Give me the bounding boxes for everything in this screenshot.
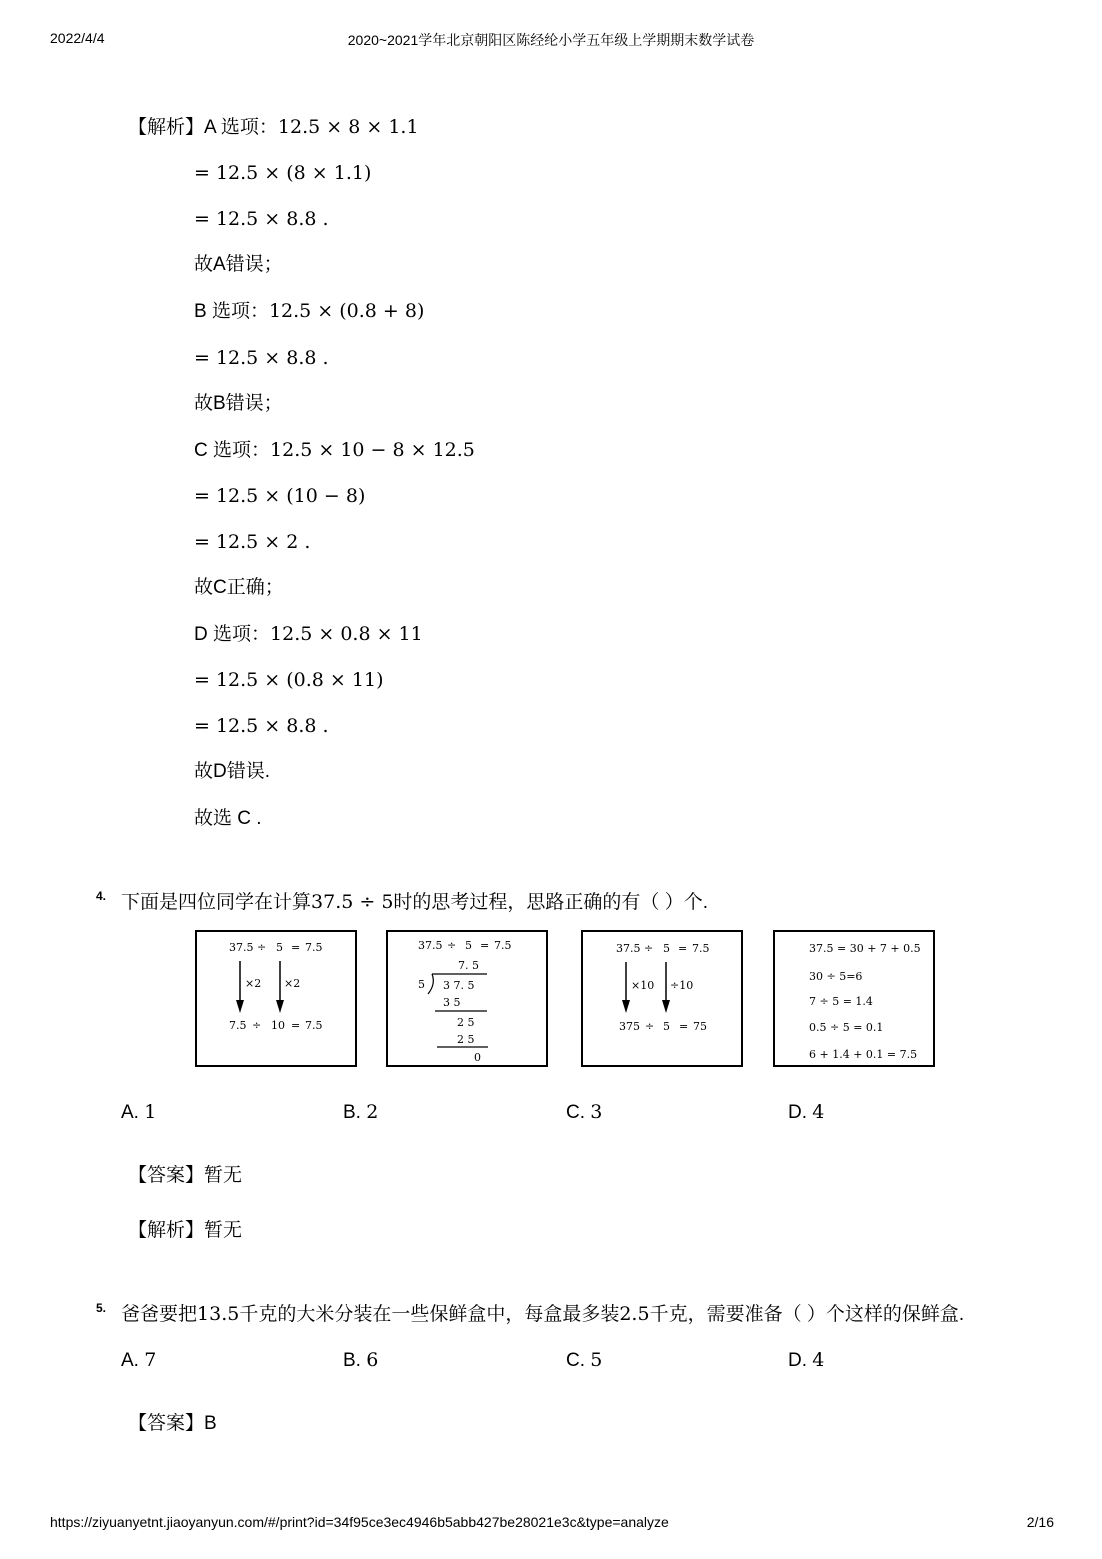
- fig2-top-4: 7.5: [494, 939, 512, 952]
- option-value: 5: [590, 1349, 603, 1371]
- option-c-label: C 选项：: [194, 440, 271, 461]
- option-d-label: D 选项：: [194, 624, 271, 645]
- fig3-bottom-4: 75: [693, 1020, 707, 1033]
- fig4-line-4: 6 + 1.4 + 0.1 = 7.5: [809, 1048, 918, 1061]
- fig2-sub1: 3 5: [443, 996, 461, 1009]
- option-value: 2: [366, 1101, 379, 1123]
- analysis-value: 暂无: [204, 1220, 243, 1241]
- option-b[interactable]: [343, 1100, 378, 1125]
- fig3-left-op: ×10: [631, 979, 655, 992]
- fig3-bottom-2: 5: [663, 1020, 670, 1033]
- option-label: D.: [788, 1350, 807, 1371]
- figure-1: [195, 930, 357, 1067]
- fig3-top-2: 5: [663, 942, 670, 955]
- option-value: 4: [812, 1101, 825, 1123]
- solution-conclusion: 故D错误.: [194, 761, 271, 782]
- option-d-expression: 12.5 × 0.8 × 11: [270, 623, 423, 645]
- fig1-left-op: ×2: [245, 977, 262, 990]
- solution-step: = 12.5 × 8.8 .: [194, 715, 329, 737]
- question-text-part: 千克的大米分装在一些保鲜盒中，每盒最多装: [239, 1304, 620, 1325]
- fig2-rem1: 2 5: [457, 1016, 475, 1029]
- option-label: B.: [343, 1350, 361, 1371]
- solution-step: = 12.5 × (0.8 × 11): [194, 669, 384, 691]
- answer-label: 【答案】: [128, 1413, 205, 1434]
- solution-step: = 12.5 × 8.8 .: [194, 347, 329, 369]
- solution-line-d: [194, 622, 423, 647]
- figure-3: [581, 930, 743, 1067]
- fig2-top-2: 5: [465, 939, 472, 952]
- fig3-top-3: =: [678, 942, 688, 955]
- option-label: B.: [343, 1102, 361, 1123]
- solution-line-c: [194, 438, 475, 463]
- fig1-top-0: 37.5: [229, 941, 254, 954]
- solution-line-a: [128, 115, 419, 140]
- option-c[interactable]: [566, 1348, 602, 1373]
- page-url: https://ziyuanyetnt.jiaoyanyun.com/#/print?id=34f95ce3ec4946b5abb427be28021e3c&type=analyze: [50, 1514, 669, 1530]
- option-c[interactable]: [566, 1100, 602, 1125]
- option-value: 4: [812, 1349, 825, 1371]
- solution-step: = 12.5 × (10 − 8): [194, 485, 366, 507]
- fig2-quotient: 7. 5: [458, 959, 479, 972]
- fig4-line-3: 0.5 ÷ 5 = 0.1: [809, 1021, 884, 1034]
- option-c-expression: 12.5 × 10 − 8 × 12.5: [270, 439, 475, 461]
- option-value: 3: [590, 1101, 603, 1123]
- analysis-line: [128, 1219, 242, 1243]
- fig2-dividend: 3 7. 5: [443, 979, 475, 992]
- question-text: [121, 1302, 964, 1327]
- option-b[interactable]: [343, 1348, 378, 1373]
- fig2-top-1: ÷: [447, 939, 457, 952]
- analysis-label: 【解析】: [128, 117, 205, 138]
- fig1-top-2: 5: [276, 941, 283, 954]
- fig4-line-1: 30 ÷ 5=6: [809, 970, 863, 983]
- fig1-bottom-1: ÷: [252, 1019, 262, 1032]
- question-text-part: 下面是四位同学在计算: [121, 892, 312, 913]
- fig4-line-2: 7 ÷ 5 = 1.4: [809, 995, 873, 1008]
- fig2-sub2: 2 5: [457, 1033, 475, 1046]
- fig4-line-0: 37.5 = 30 + 7 + 0.5: [809, 942, 921, 955]
- option-value: 7: [144, 1349, 157, 1371]
- option-d[interactable]: [788, 1348, 824, 1373]
- figure-2: [386, 930, 548, 1067]
- document-title: 2020~2021学年北京朝阳区陈经纶小学五年级上学期期末数学试卷: [347, 32, 755, 48]
- solution-conclusion: 故B错误；: [194, 393, 283, 414]
- solution-conclusion: 故C正确；: [194, 577, 284, 598]
- solution-conclusion: 故A错误；: [194, 254, 283, 275]
- question-number: 5.: [96, 1301, 107, 1315]
- option-label: D.: [788, 1102, 807, 1123]
- answer-line: [128, 1164, 242, 1188]
- option-b-label: B 选项：: [194, 301, 269, 322]
- fig3-bottom-1: ÷: [645, 1020, 655, 1033]
- option-b-expression: 12.5 × (0.8 + 8): [268, 300, 425, 322]
- fig3-bottom-3: =: [679, 1020, 689, 1033]
- fig1-top-3: =: [291, 941, 301, 954]
- solution-step: = 12.5 × 8.8 .: [194, 208, 329, 230]
- answer-label: 【答案】: [128, 1165, 205, 1186]
- question-math: 13.5: [197, 1303, 240, 1325]
- fig3-top-0: 37.5: [616, 942, 641, 955]
- option-label: C.: [566, 1102, 585, 1123]
- fig1-top-4: 7.5: [305, 941, 323, 954]
- fig2-top-0: 37.5: [418, 939, 443, 952]
- solution-final: 故选 C .: [194, 808, 262, 829]
- option-d[interactable]: [788, 1100, 824, 1125]
- option-a[interactable]: [121, 1100, 156, 1125]
- fig3-top-1: ÷: [644, 942, 654, 955]
- question-text-part: 千克，需要准备（ ）个这样的保鲜盒.: [649, 1304, 965, 1325]
- fig1-bottom-3: =: [291, 1019, 301, 1032]
- page-number: 2/16: [1026, 1514, 1054, 1530]
- option-label: C.: [566, 1350, 585, 1371]
- option-value: 1: [144, 1101, 157, 1123]
- print-date: 2022/4/4: [50, 30, 105, 46]
- option-a-expression: 12.5 × 8 × 1.1: [277, 116, 419, 138]
- analysis-label: 【解析】: [128, 1220, 205, 1241]
- fig2-rem2: 0: [474, 1051, 481, 1064]
- option-label: A.: [121, 1102, 139, 1123]
- fig1-right-op: ×2: [284, 977, 301, 990]
- answer-value: B: [204, 1413, 217, 1434]
- fig1-top-1: ÷: [257, 941, 267, 954]
- question-text: [121, 890, 708, 915]
- answer-value: 暂无: [204, 1165, 243, 1186]
- solution-step: = 12.5 × (8 × 1.1): [194, 162, 372, 184]
- fig2-top-3: =: [480, 939, 490, 952]
- question-text-part: 时的思考过程，思路正确的有（ ）个.: [393, 892, 708, 913]
- fig1-bottom-0: 7.5: [229, 1019, 247, 1032]
- option-value: 6: [366, 1349, 379, 1371]
- question-math: 37.5 ÷ 5: [311, 891, 394, 913]
- option-a-label: A 选项：: [204, 117, 278, 138]
- question-math: 2.5: [619, 1303, 650, 1325]
- fig1-bottom-4: 7.5: [305, 1019, 323, 1032]
- fig3-top-4: 7.5: [692, 942, 710, 955]
- answer-line: [128, 1412, 217, 1436]
- option-a[interactable]: [121, 1348, 156, 1373]
- fig3-right-op: ÷10: [670, 979, 694, 992]
- fig2-divisor: 5: [418, 978, 425, 991]
- fig1-bottom-2: 10: [271, 1019, 285, 1032]
- fig3-bottom-0: 375: [619, 1020, 640, 1033]
- question-text-part: 爸爸要把: [121, 1304, 198, 1325]
- solution-line-b: [194, 299, 424, 324]
- question-number: 4.: [96, 889, 107, 903]
- option-label: A.: [121, 1350, 139, 1371]
- solution-step: = 12.5 × 2 .: [194, 531, 311, 553]
- figure-4: [773, 930, 935, 1067]
